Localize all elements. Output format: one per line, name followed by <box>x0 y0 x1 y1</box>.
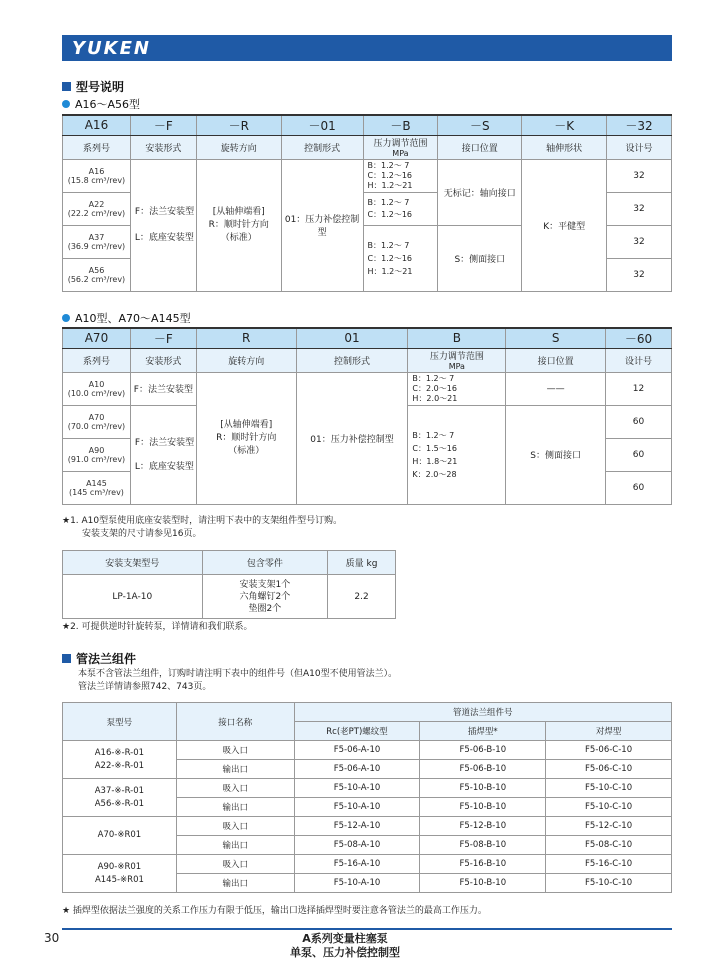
cell-line: A16 <box>88 166 105 176</box>
design-cell <box>606 471 672 504</box>
flange-cell <box>546 760 672 779</box>
table-row <box>63 855 672 874</box>
cell-line: L：底座安装型 <box>134 233 194 243</box>
header-cell <box>296 348 408 372</box>
cell-line: B：1.2～ 7 <box>412 430 455 440</box>
cell-line: A145-※R01 <box>94 874 144 885</box>
flange-cell <box>420 836 546 855</box>
cell-line: F：法兰安装型 <box>133 385 193 395</box>
cell-line: 六角螺钉2个 <box>239 591 291 602</box>
series-cell <box>63 405 131 438</box>
flange-cell <box>546 817 672 836</box>
cell-line: A37-※-R-01 <box>94 785 145 796</box>
flange-cell <box>294 741 420 760</box>
note-1-line-1: ★1. A10型泵使用底座安装型时，请注明下表中的支架组件型号订购。 <box>62 516 343 526</box>
cell-line: －60 <box>624 331 653 346</box>
pump-cell <box>63 741 177 779</box>
series-cell <box>63 372 131 405</box>
cell-line: F5-06-B-10 <box>459 745 507 755</box>
cell-line: 60 <box>632 482 645 493</box>
series-cell <box>63 471 131 504</box>
cell-line: F5-10-A-10 <box>333 878 381 888</box>
design-cell <box>607 258 672 291</box>
mount-cell <box>130 372 196 405</box>
pressure-cell <box>363 192 438 225</box>
cell-line: A145 <box>86 478 107 488</box>
code-cell <box>363 115 438 135</box>
cell-line: 60 <box>632 449 645 460</box>
cell-line: F5-10-B-10 <box>459 783 507 793</box>
cell-line: F：法兰安装型 <box>134 437 195 448</box>
flange-note: ★ 插焊型依据法兰强度的关系工作压力有限于低压，输出口选择插焊型时要注意各管法兰的最高工作压力。 <box>62 906 487 916</box>
flange-cell <box>546 798 672 817</box>
cell-line: A22-※-R-01 <box>94 760 145 771</box>
square-bullet-icon <box>62 82 71 91</box>
cell-line: A56 <box>88 265 105 275</box>
cell-line: B <box>452 331 461 346</box>
cell-line: F5-06-A-10 <box>333 745 381 755</box>
cell-line: R：顺时针方向 <box>208 219 269 230</box>
cell-line: F5-08-C-10 <box>585 840 633 850</box>
code-cell <box>607 115 672 135</box>
cell-line: B：1.2～ 7 <box>367 160 410 170</box>
port-cell <box>506 405 606 504</box>
cell-line: 旋转方向 <box>220 143 257 154</box>
cell-line: F5-10-B-10 <box>459 878 507 888</box>
cell-line: LP-1A-10 <box>112 591 153 602</box>
flange-cell <box>294 836 420 855</box>
cell-line: F5-10-A-10 <box>333 802 381 812</box>
header-row <box>63 703 672 722</box>
cell-line: (145 cm³/rev) <box>69 487 124 497</box>
cell-line: (36.9 cm³/rev) <box>67 241 126 251</box>
cell-line: F5-10-C-10 <box>585 878 633 888</box>
cell-line: －32 <box>625 118 653 133</box>
shaft-cell <box>522 159 607 291</box>
cell-line: 垫圈2个 <box>248 603 282 614</box>
cell-line: 输出口 <box>222 841 248 851</box>
flange-cell <box>176 874 294 893</box>
cell-line: －01 <box>308 118 336 133</box>
cell-line: F5-16-C-10 <box>585 859 633 869</box>
cell-line: 吸入口 <box>222 860 248 870</box>
code-cell <box>63 328 131 348</box>
flange-cell <box>546 741 672 760</box>
cell-line: 32 <box>633 269 645 280</box>
cell-line: 32 <box>633 170 645 181</box>
cell-line: C：1.2～16 <box>367 253 413 263</box>
flange-cell <box>294 779 420 798</box>
flange-cell <box>420 760 546 779</box>
cell-line: 系列号 <box>82 356 110 367</box>
flange-cell <box>294 874 420 893</box>
cell-line: B：1.2～ 7 <box>367 197 410 207</box>
header-cell <box>63 135 131 159</box>
cell-line: S：侧面接口 <box>530 451 582 461</box>
cell-line: MPa <box>392 149 409 158</box>
cell-line: [从轴伸端看] <box>220 419 273 430</box>
flange-cell <box>176 817 294 836</box>
flange-description <box>78 668 397 694</box>
model-code-table-a <box>62 114 672 292</box>
cell-line: F5-10-C-10 <box>585 783 633 793</box>
footer-rule <box>62 928 672 930</box>
cell-line: (91.0 cm³/rev) <box>67 454 126 464</box>
cell-line: 吸入口 <box>222 784 248 794</box>
code-cell <box>408 328 506 348</box>
header-cell <box>63 551 203 575</box>
flange-cell <box>176 836 294 855</box>
cell-line: A16 <box>84 118 109 133</box>
pressure-cell <box>363 159 438 192</box>
cell-line: 压力调节范围 <box>373 139 428 149</box>
header-cell <box>606 348 672 372</box>
flange-cell <box>546 874 672 893</box>
header-cell <box>506 348 606 372</box>
cell-line: F5-06-C-10 <box>585 764 633 774</box>
cell-line: F5-08-A-10 <box>333 840 381 850</box>
cell-line: F5-12-B-10 <box>459 821 507 831</box>
header-cell <box>328 551 396 575</box>
design-cell <box>606 438 672 471</box>
flange-desc-line-2: 管法兰详情请参照742、743页。 <box>78 682 212 692</box>
table-row <box>63 741 672 760</box>
cell-line: 32 <box>633 203 645 214</box>
cell-line: 压力调节范围 <box>429 352 484 362</box>
cell-line: 2.2 <box>354 591 369 602</box>
cell-line: R：顺时针方向 <box>216 432 277 443</box>
cell-line: B：1.2～ 7 <box>412 373 455 383</box>
cell-line: A70 <box>84 331 109 346</box>
cell-line: 输出口 <box>222 765 248 775</box>
cell-line: 01：压力补偿控制型 <box>310 434 394 445</box>
cell-line: 系列号 <box>82 143 110 154</box>
cell-line: 轴伸形状 <box>546 143 583 154</box>
header-cell <box>63 703 177 741</box>
header-cell <box>130 135 196 159</box>
header-cell <box>522 135 607 159</box>
cell-line: —— <box>546 383 565 394</box>
header-cell <box>438 135 522 159</box>
cell-line: [从轴伸端看] <box>212 206 265 217</box>
cell-line: F5-06-A-10 <box>333 764 381 774</box>
cell-line: (10.0 cm³/rev) <box>67 388 126 398</box>
code-cell <box>522 115 607 135</box>
design-cell <box>607 225 672 258</box>
code-cell <box>506 328 606 348</box>
flange-desc-line-1: 本泵不含管法兰组件，订购时请注明下表中的组件号（但A10型不使用管法兰）。 <box>78 669 398 679</box>
cell-line: C：1.5～16 <box>412 443 457 453</box>
cell-line: (70.0 cm³/rev) <box>67 421 126 431</box>
header-cell <box>130 348 196 372</box>
cell-line: C：1.2～16 <box>367 209 413 219</box>
port-cell <box>438 225 522 291</box>
control-cell <box>281 159 363 291</box>
cell-line: B：1.2～ 7 <box>367 240 410 250</box>
cell-line: 60 <box>632 416 645 427</box>
flange-cell <box>420 874 546 893</box>
design-cell <box>607 159 672 192</box>
series-cell <box>63 192 131 225</box>
table-row <box>63 817 672 836</box>
cell-line: F5-12-A-10 <box>333 821 381 831</box>
code-cell <box>196 328 296 348</box>
cell-line: 质量 kg <box>345 559 378 569</box>
cell-line: H：1.8～21 <box>412 456 458 466</box>
mount-cell <box>130 405 196 504</box>
design-cell <box>606 405 672 438</box>
flange-cell <box>294 855 420 874</box>
bracket-mass-cell <box>328 575 396 619</box>
cell-line: F5-06-C-10 <box>585 745 633 755</box>
series-cell <box>63 438 131 471</box>
pump-cell <box>63 779 177 817</box>
cell-line: 接口名称 <box>218 717 253 728</box>
header-bar <box>62 35 672 61</box>
pressure-cell <box>408 405 506 504</box>
table-row <box>63 372 672 405</box>
cell-line: －S <box>469 118 490 133</box>
bracket-table <box>62 550 396 619</box>
cell-line: F5-16-B-10 <box>459 859 507 869</box>
dot-bullet-icon <box>62 314 70 322</box>
note-2: ★2. 可提供逆时针旋转泵，详情请和我们联系。 <box>62 622 253 632</box>
cell-line: 无标记：轴向接口 <box>443 188 516 199</box>
code-cell <box>606 328 672 348</box>
cell-line: 设计号 <box>625 356 653 367</box>
model-code-table-b <box>62 327 672 505</box>
cell-line: 12 <box>632 383 645 394</box>
cell-line: 控制形式 <box>334 356 371 367</box>
header-cell <box>281 135 363 159</box>
cell-line: Rc(老PT)螺纹型 <box>326 727 388 737</box>
cell-line: MPa <box>448 362 465 371</box>
cell-line: 管道法兰组件号 <box>453 708 513 718</box>
header-cell <box>363 135 438 159</box>
footer-title <box>290 932 400 960</box>
cell-line: H：1.2～21 <box>367 266 413 276</box>
cell-line: A90 <box>88 445 105 455</box>
cell-line: (15.8 cm³/rev) <box>67 175 126 185</box>
cell-line: －F <box>153 331 173 346</box>
cell-line: L：底座安装型 <box>134 461 194 472</box>
flange-cell <box>294 760 420 779</box>
cell-line: 01 <box>344 331 360 346</box>
header-cell <box>196 135 281 159</box>
cell-line: －R <box>228 118 249 133</box>
cell-line: (22.2 cm³/rev) <box>67 208 126 218</box>
cell-line: 安装形式 <box>145 143 182 154</box>
note-1-line-2: 安装支架的尺寸请参见16页。 <box>82 529 202 539</box>
flange-cell <box>294 817 420 836</box>
cell-line: 32 <box>633 236 645 247</box>
cell-line: 输出口 <box>222 803 248 813</box>
cell-line: F5-16-A-10 <box>333 859 381 869</box>
cell-line: F5-10-A-10 <box>333 783 381 793</box>
cell-line: C：1.2～16 <box>367 170 413 180</box>
flange-cell <box>420 741 546 760</box>
table-row <box>63 779 672 798</box>
series-cell <box>63 225 131 258</box>
section-title-model: 型号说明 <box>62 78 124 95</box>
pressure-cell <box>363 225 438 291</box>
cell-line: F5-10-B-10 <box>459 802 507 812</box>
pump-cell <box>63 855 177 893</box>
pump-cell <box>63 817 177 855</box>
square-bullet-icon <box>62 654 71 663</box>
header-cell <box>176 703 294 741</box>
mount-cell <box>130 159 196 291</box>
subtitle-a10-a145: A10型、A70～A145型 <box>62 310 191 326</box>
cell-line: 安装支架1个 <box>239 579 291 590</box>
cell-line: 输出口 <box>222 879 248 889</box>
cell-line: （标准） <box>228 445 265 456</box>
footer-title-line-2: 单泵、压力补偿控制型 <box>290 946 400 959</box>
cell-line: 对焊型 <box>595 727 622 737</box>
page-number: 30 <box>44 931 60 945</box>
table-row <box>63 159 672 192</box>
cell-line: H：2.0～21 <box>412 393 458 403</box>
header-cell <box>196 348 296 372</box>
cell-line: K：平健型 <box>543 221 586 232</box>
series-cell <box>63 258 131 291</box>
header-cell <box>607 135 672 159</box>
port-cell <box>438 159 522 225</box>
code-cell <box>130 115 196 135</box>
flange-cell <box>420 779 546 798</box>
flange-cell <box>546 836 672 855</box>
bracket-parts-cell <box>202 575 328 619</box>
series-cell <box>63 159 131 192</box>
flange-cell <box>176 855 294 874</box>
rotation-cell <box>196 159 281 291</box>
section-title-flange: 管法兰组件 <box>62 650 136 667</box>
flange-cell <box>420 817 546 836</box>
cell-line: 吸入口 <box>222 822 248 832</box>
cell-line: F5-08-B-10 <box>459 840 507 850</box>
cell-line: F5-12-C-10 <box>585 821 633 831</box>
rotation-cell <box>196 372 296 504</box>
cell-line: 吸入口 <box>222 746 248 756</box>
bracket-model-cell <box>63 575 203 619</box>
pressure-cell <box>408 372 506 405</box>
cell-line: 插焊型* <box>467 727 498 737</box>
cell-line: K：2.0～28 <box>412 469 457 479</box>
cell-line: 安装形式 <box>145 356 182 367</box>
subtitle-a16-a56: A16～A56型 <box>62 96 140 112</box>
cell-line: －B <box>390 118 411 133</box>
code-cell <box>130 328 196 348</box>
flange-cell <box>176 741 294 760</box>
cell-line: 接口位置 <box>537 356 574 367</box>
flange-table <box>62 702 672 893</box>
cell-line: A70 <box>88 412 105 422</box>
flange-cell <box>176 760 294 779</box>
cell-line: 设计号 <box>625 143 653 154</box>
control-cell <box>296 372 408 504</box>
cell-line: A22 <box>88 199 105 209</box>
yuken-logo: YUKEN <box>72 38 151 59</box>
header-cell <box>202 551 328 575</box>
cell-line: A56-※-R-01 <box>94 798 145 809</box>
footer-title-line-1: A系列变量柱塞泵 <box>302 932 388 945</box>
cell-line: （标准） <box>220 232 257 243</box>
flange-cell <box>176 798 294 817</box>
header-cell <box>408 348 506 372</box>
flange-cell <box>294 798 420 817</box>
cell-line: 控制形式 <box>304 143 341 154</box>
cell-line: 安装支架型号 <box>105 559 160 569</box>
cell-line: A16-※-R-01 <box>94 747 145 758</box>
cell-line: S：侧面接口 <box>454 254 506 265</box>
header-cell <box>546 722 672 741</box>
flange-cell <box>420 798 546 817</box>
code-cell <box>63 115 131 135</box>
flange-cell <box>420 855 546 874</box>
cell-line: 旋转方向 <box>228 356 265 367</box>
header-cell <box>294 703 671 722</box>
cell-line: 01：压力补偿控制型 <box>284 215 360 238</box>
dot-bullet-icon <box>62 100 70 108</box>
cell-line: 泵型号 <box>106 717 133 728</box>
header-cell <box>420 722 546 741</box>
cell-line: F5-06-B-10 <box>459 764 507 774</box>
note-1 <box>62 515 342 541</box>
cell-line: C：2.0～16 <box>412 383 457 393</box>
code-cell <box>281 115 363 135</box>
header-cell <box>63 348 131 372</box>
cell-line: F5-10-C-10 <box>585 802 633 812</box>
cell-line: 接口位置 <box>461 143 498 154</box>
cell-line: S <box>551 331 560 346</box>
cell-line: H：1.2～21 <box>367 180 413 190</box>
design-cell <box>607 192 672 225</box>
code-cell <box>438 115 522 135</box>
flange-cell <box>546 779 672 798</box>
cell-line: F：法兰安装型 <box>134 207 195 217</box>
port-cell <box>506 372 606 405</box>
code-cell <box>296 328 408 348</box>
cell-line: A10 <box>88 379 105 389</box>
cell-line: R <box>242 331 251 346</box>
cell-line: －K <box>554 118 575 133</box>
cell-line: 包含零件 <box>246 559 283 569</box>
cell-line: A70-※R01 <box>97 830 142 840</box>
flange-cell <box>546 855 672 874</box>
cell-line: －F <box>153 118 173 133</box>
design-cell <box>606 372 672 405</box>
code-cell <box>196 115 281 135</box>
cell-line: A90-※R01 <box>97 861 142 872</box>
cell-line: (56.2 cm³/rev) <box>67 274 126 284</box>
header-cell <box>294 722 420 741</box>
cell-line: A37 <box>88 232 105 242</box>
flange-cell <box>176 779 294 798</box>
